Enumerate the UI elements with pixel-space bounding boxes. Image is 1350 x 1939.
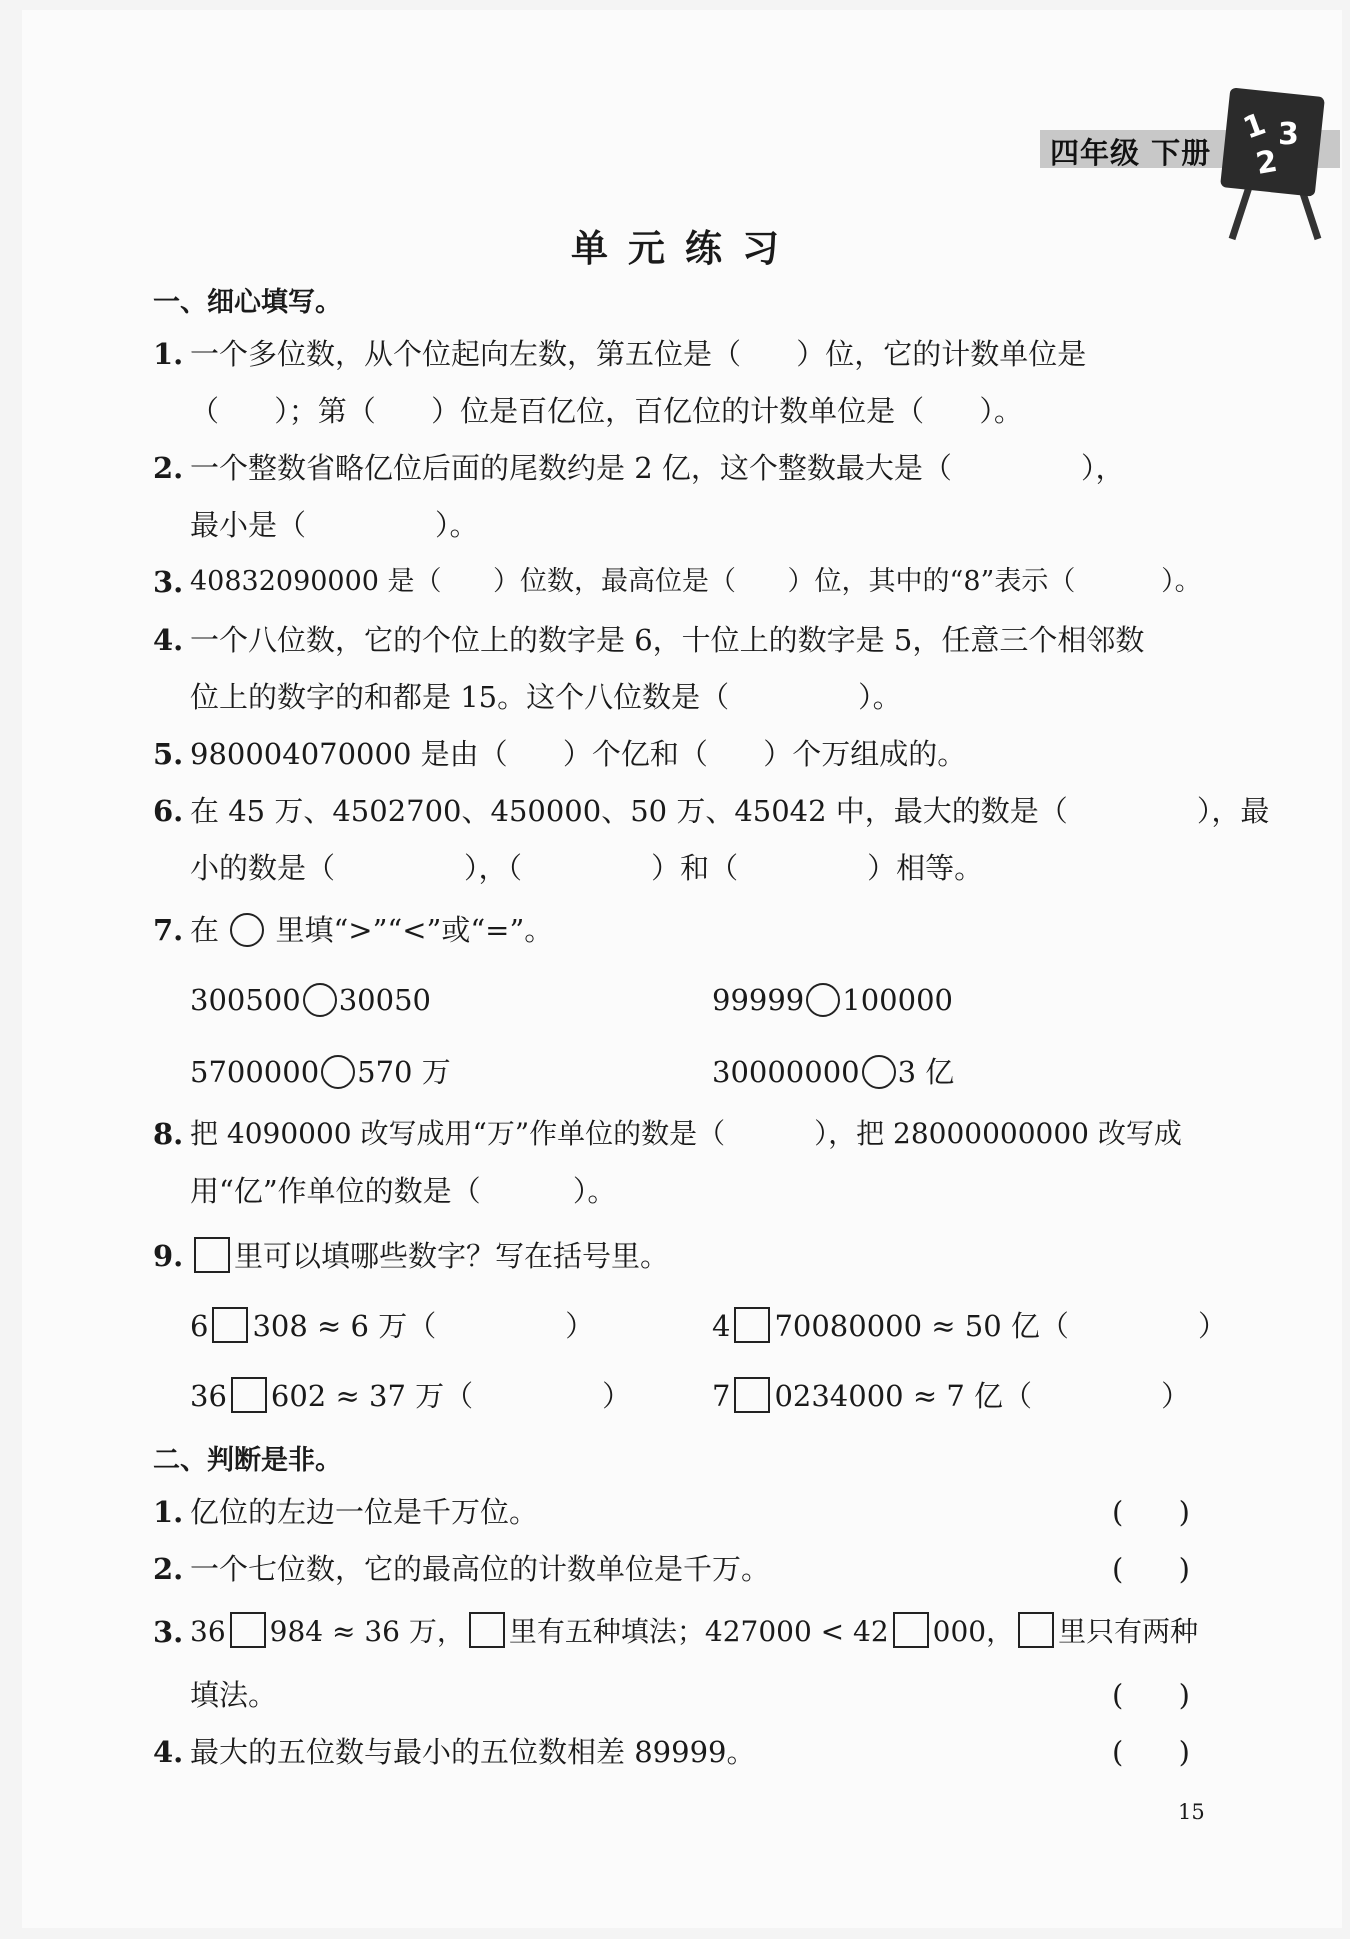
page-title: 单元练习: [571, 227, 799, 270]
q4-number: 4.: [153, 623, 184, 657]
q9-line1: 里可以填哪些数字？写在括号里。: [190, 1236, 669, 1276]
tf2-number: 2.: [153, 1552, 184, 1586]
q9-item-3: 36 602 ≈ 37 万（ ）: [190, 1379, 632, 1413]
q4-line1: 一个八位数，它的个位上的数字是 6，十位上的数字是 5，任意三个相邻数: [190, 623, 1145, 657]
answer-box[interactable]: [734, 1307, 770, 1343]
tf3-line1: 36 984 ≈ 36 万， 里有五种填法；427000 < 42 000， 里只有两种: [190, 1612, 1198, 1652]
tf2-answer-paren[interactable]: ( ): [1112, 1552, 1190, 1586]
svg-text:1: 1: [1238, 106, 1271, 147]
q9-number: 9.: [153, 1239, 184, 1273]
tf3-number: 3.: [153, 1615, 184, 1649]
compare-circle[interactable]: [862, 1055, 896, 1089]
q9-item-2: 4 70080000 ≈ 50 亿（ ）: [712, 1309, 1227, 1343]
q7-item-1: 300500 30050: [190, 983, 431, 1017]
q7-item-2: 99999 100000: [712, 983, 953, 1017]
section-heading-fill-in: 一、细心填写。: [153, 287, 342, 318]
answer-box[interactable]: [194, 1237, 230, 1273]
q1-number: 1.: [153, 337, 184, 371]
tf1-text: 亿位的左边一位是千万位。: [190, 1495, 539, 1529]
answer-box[interactable]: [1018, 1612, 1054, 1648]
q1-line2: （ ）；第（ ）位是百亿位，百亿位的计数单位是（ ）。: [190, 394, 1023, 428]
answer-box[interactable]: [231, 1377, 267, 1413]
q6-line1: 在 45 万、4502700、450000、50 万、45042 中，最大的数是（ ），最: [190, 794, 1270, 828]
tf4-text: 最大的五位数与最小的五位数相差 89999。: [190, 1735, 756, 1769]
q8-line1: 把 4090000 改写成用“万”作单位的数是（ ），把 28000000000 改写成: [190, 1117, 1182, 1150]
answer-box[interactable]: [734, 1377, 770, 1413]
q9-item-4: 7 0234000 ≈ 7 亿（ ）: [712, 1379, 1191, 1413]
q3-number: 3.: [153, 565, 184, 599]
compare-circle[interactable]: [230, 913, 264, 947]
tf2-text: 一个七位数，它的最高位的计数单位是千万。: [190, 1552, 771, 1586]
q5-number: 5.: [153, 737, 184, 771]
q7-item-4: 30000000 3 亿: [712, 1055, 955, 1089]
q6-number: 6.: [153, 794, 184, 828]
tf4-answer-paren[interactable]: ( ): [1112, 1735, 1190, 1769]
q7-line1: 在 里填“>”“<”或“=”。: [190, 913, 554, 947]
q2-line2: 最小是（ ）。: [190, 508, 479, 542]
svg-text:3: 3: [1278, 117, 1299, 152]
q4-line2: 位上的数字的和都是 15。这个八位数是（ ）。: [190, 680, 902, 714]
tf1-answer-paren[interactable]: ( ): [1112, 1495, 1190, 1529]
tf1-number: 1.: [153, 1495, 184, 1529]
grade-label: 四年级 下册: [1050, 136, 1212, 170]
page-number: 15: [1178, 1800, 1205, 1824]
tf3-line2: 填法。: [190, 1678, 278, 1712]
q7-item-3: 5700000 570 万: [190, 1055, 451, 1089]
q7-number: 7.: [153, 913, 184, 947]
q3-line1: 40832090000 是（ ）位数，最高位是（ ）位，其中的“8”表示（ ）。: [190, 566, 1202, 597]
compare-circle[interactable]: [806, 983, 840, 1017]
q9-item-1: 6 308 ≈ 6 万（ ）: [190, 1309, 595, 1343]
q2-line1: 一个整数省略亿位后面的尾数约是 2 亿，这个整数最大是（ ），: [190, 451, 1125, 485]
tf3-answer-paren[interactable]: ( ): [1112, 1678, 1190, 1712]
section-heading-true-false: 二、判断是非。: [153, 1445, 342, 1476]
tf4-number: 4.: [153, 1735, 184, 1769]
q5-line1: 980004070000 是由（ ）个亿和（ ）个万组成的。: [190, 737, 967, 771]
q6-line2: 小的数是（ ），（ ）和（ ）相等。: [190, 851, 984, 885]
svg-text:2: 2: [1253, 143, 1280, 182]
compare-circle[interactable]: [303, 983, 337, 1017]
compare-circle[interactable]: [321, 1055, 355, 1089]
q1-line1: 一个多位数，从个位起向左数，第五位是（ ）位，它的计数单位是: [190, 337, 1087, 371]
answer-box[interactable]: [212, 1307, 248, 1343]
answer-box[interactable]: [893, 1612, 929, 1648]
q8-line2: 用“亿”作单位的数是（ ）。: [190, 1174, 617, 1208]
q2-number: 2.: [153, 451, 184, 485]
answer-box[interactable]: [469, 1612, 505, 1648]
q8-number: 8.: [153, 1117, 184, 1151]
answer-box[interactable]: [230, 1612, 266, 1648]
